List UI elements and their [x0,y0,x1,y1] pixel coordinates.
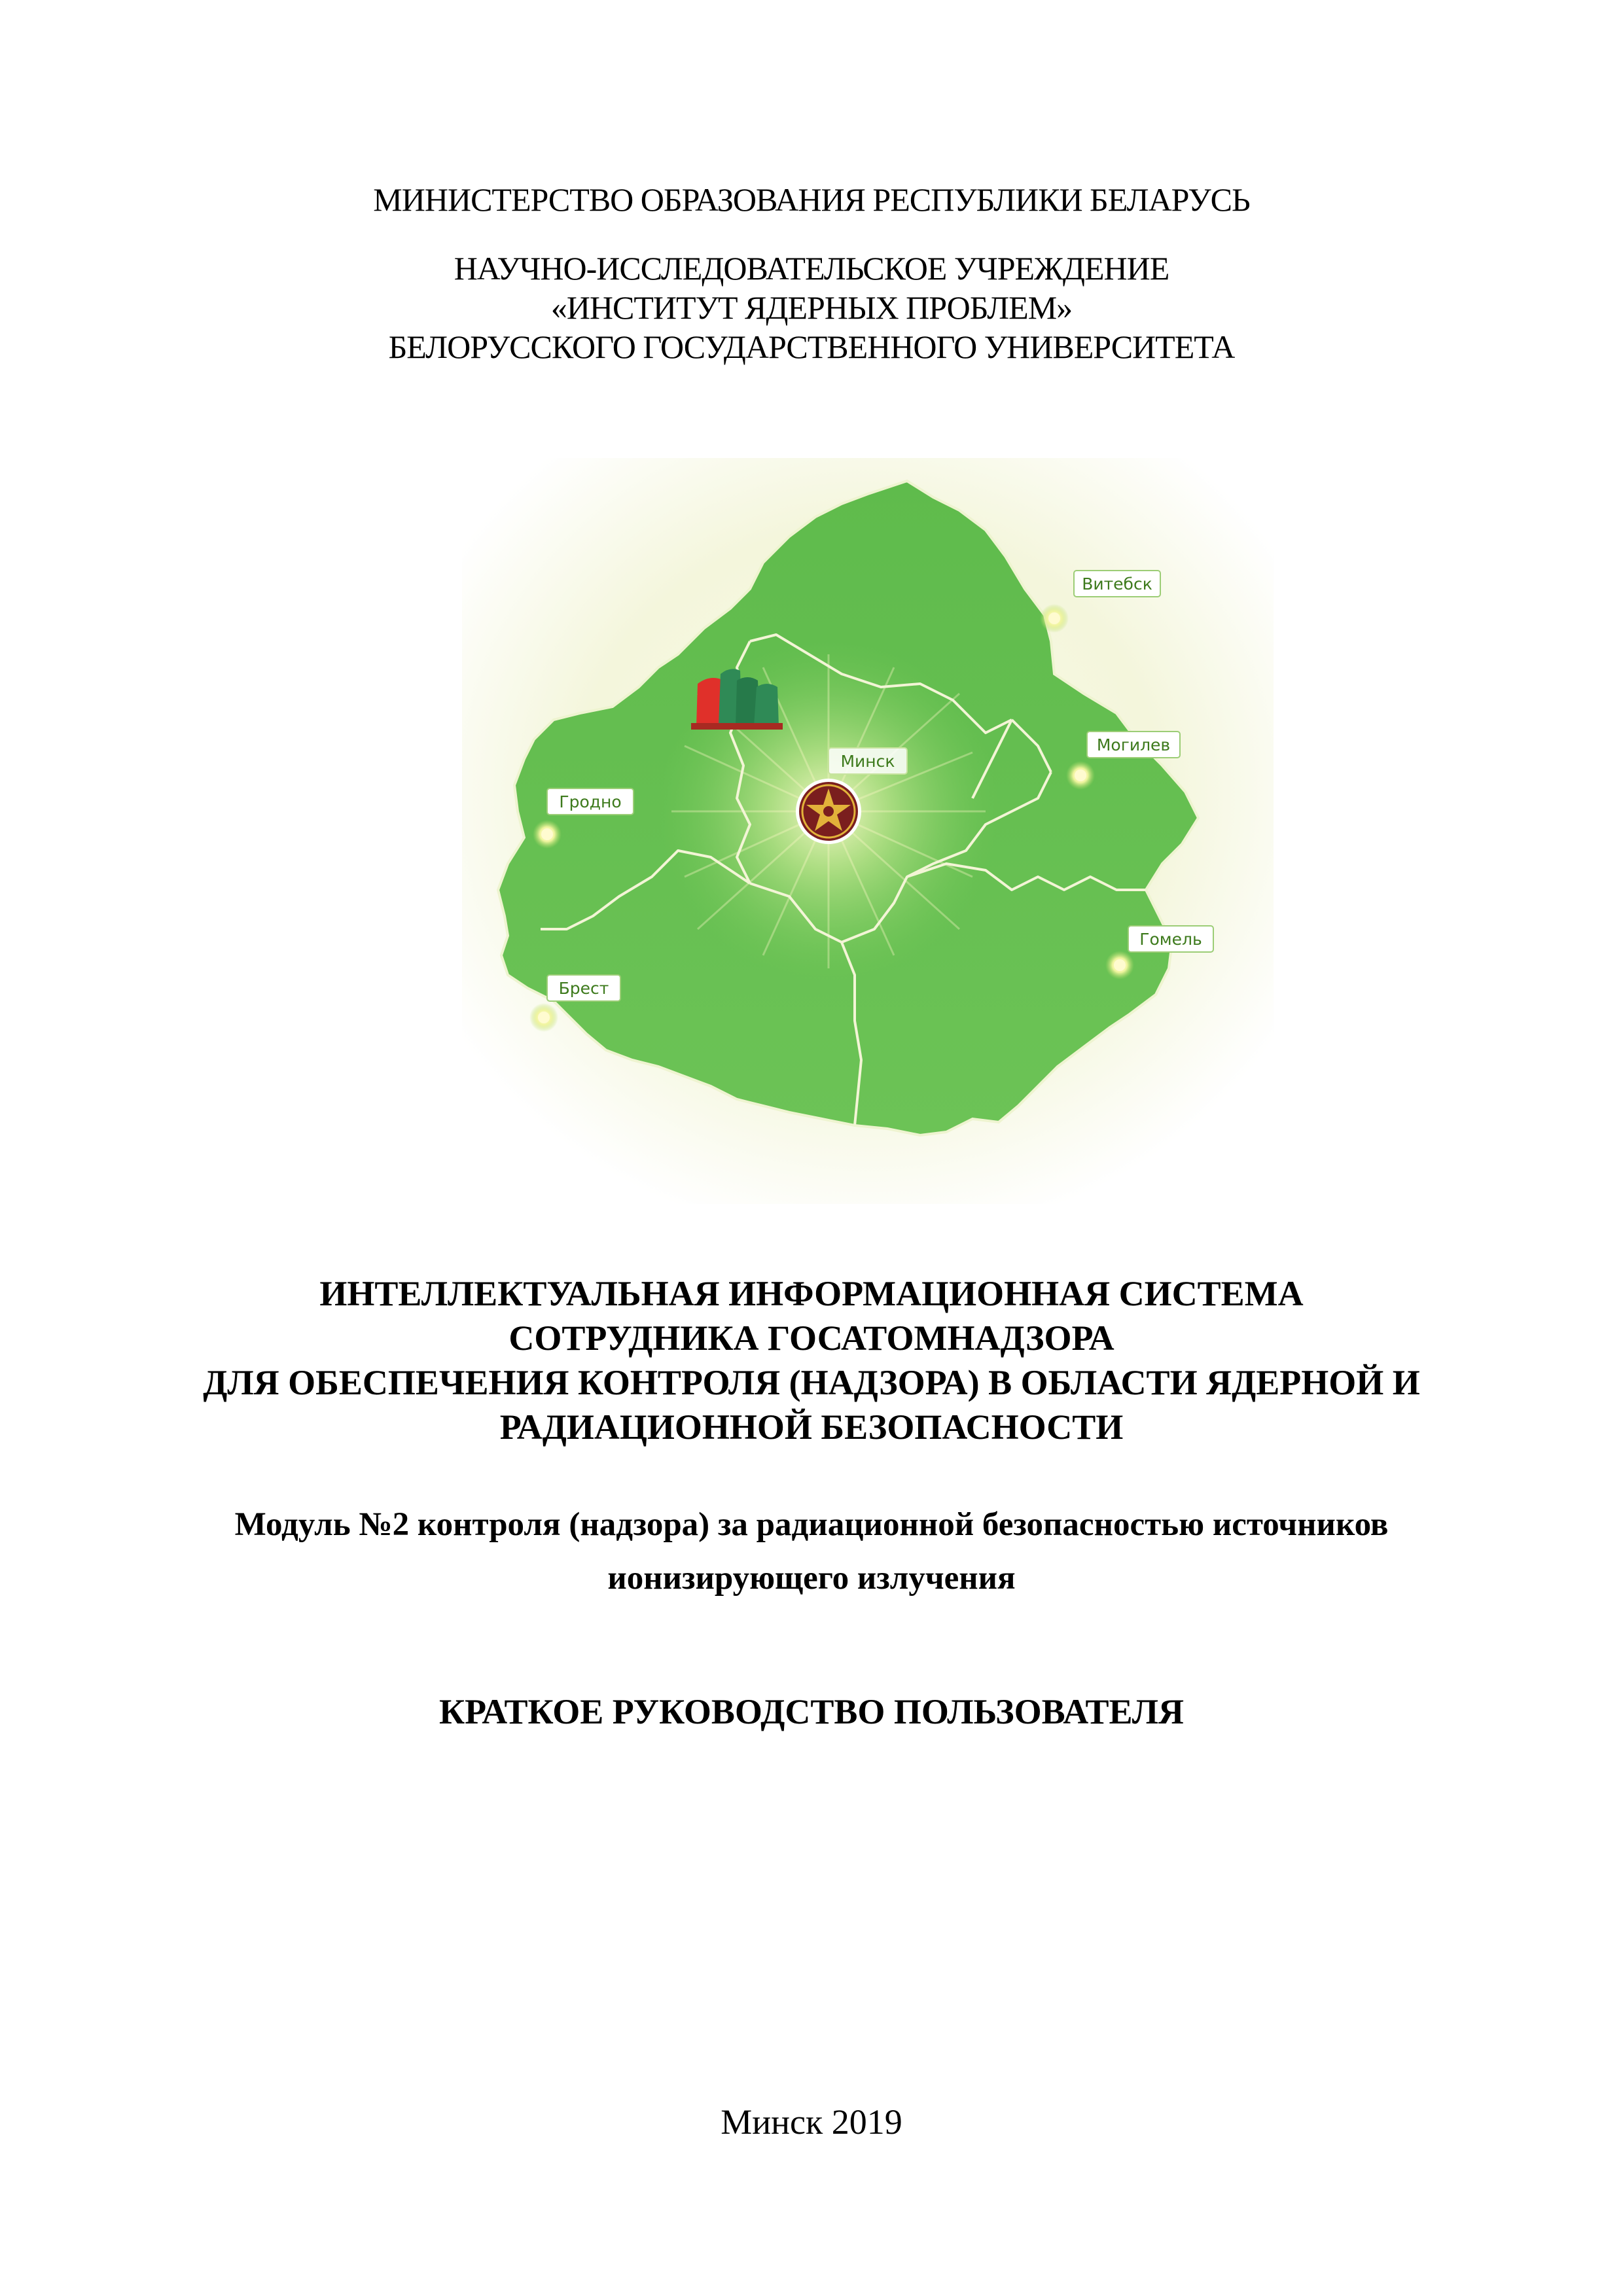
svg-text:Брест: Брест [558,979,609,998]
institution-line-3: БЕЛОРУССКОГО ГОСУДАРСТВЕННОГО УНИВЕРСИТЕТА [388,328,1235,365]
map-label-minsk [829,748,907,774]
guide-title: КРАТКОЕ РУКОВОДСТВО ПОЛЬЗОВАТЕЛЯ [438,1692,1185,1731]
module-subtitle-line-2: ионизирующего излучения [607,1560,1016,1597]
system-title-line-1: ИНТЕЛЛЕКТУАЛЬНАЯ ИНФОРМАЦИОННАЯ СИСТЕМА [319,1274,1304,1313]
ministry-name: МИНИСТЕРСТВО ОБРАЗОВАНИЯ РЕСПУБЛИКИ БЕЛАРУСЬ [373,181,1250,218]
svg-text:Гродно: Гродно [559,792,622,811]
svg-text:Гомель: Гомель [1139,930,1202,949]
institution-line-2: «ИНСТИТУТ ЯДЕРНЫХ ПРОБЛЕМ» [550,289,1073,326]
map-label-grodno [547,788,633,815]
footer-city-year: Минск 2019 [721,2102,902,2142]
map-label-vitebsk [1074,571,1160,597]
map-label-brest [547,975,620,1001]
system-title-line-4: РАДИАЦИОННОЙ БЕЗОПАСНОСТИ [499,1407,1124,1447]
system-title-line-2: СОТРУДНИКА ГОСАТОМНАДЗОРА [508,1318,1115,1358]
svg-text:Витебск: Витебск [1082,574,1152,593]
institution-line-1: НАУЧНО-ИССЛЕДОВАТЕЛЬСКОЕ УЧРЕЖДЕНИЕ [454,250,1169,287]
map-label-gomel [1128,926,1213,952]
system-title-line-3: ДЛЯ ОБЕСПЕЧЕНИЯ КОНТРОЛЯ (НАДЗОРА) В ОБЛАСТИ ЯДЕРНОЙ И [203,1363,1420,1402]
gosatomnadzor-emblem-icon [796,779,861,844]
svg-text:Минск: Минск [840,752,895,771]
svg-text:Могилев: Могилев [1096,735,1171,754]
map-label-mogilev [1087,732,1180,758]
belarus-map-figure [462,458,1274,1204]
module-subtitle-line-1: Модуль №2 контроля (надзора) за радиационной безопасностью источников [234,1506,1389,1543]
